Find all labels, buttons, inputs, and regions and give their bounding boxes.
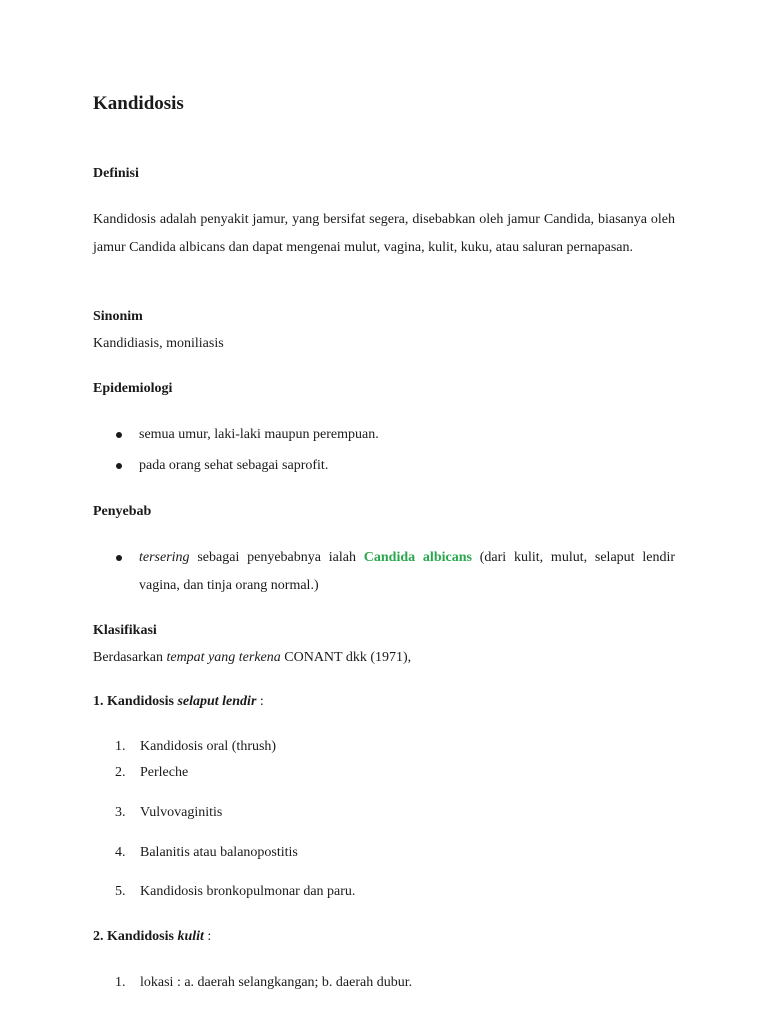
- list-item: Kandidosis oral (thrush): [140, 739, 277, 754]
- list-number: 1.: [115, 739, 126, 754]
- heading-klasifikasi: Klasifikasi: [93, 623, 157, 638]
- section2-heading-italic: kulit: [177, 929, 204, 944]
- sinonim-text: Kandidiasis, moniliasis: [93, 336, 224, 351]
- bullet-dot: [116, 432, 122, 438]
- list-number: 4.: [115, 845, 126, 860]
- section1-heading: [93, 694, 264, 710]
- heading-penyebab: Penyebab: [93, 504, 152, 519]
- section1-heading-bold: 1. Kandidosis: [93, 694, 178, 709]
- heading-sinonim: Sinonim: [93, 309, 143, 324]
- klasifikasi-intro-suffix: CONANT dkk (1971),: [280, 650, 412, 665]
- section2-heading-suffix: :: [203, 929, 212, 944]
- list-number: 5.: [115, 884, 126, 899]
- section1-heading-italic: selaput lendir: [177, 694, 257, 709]
- epidemiologi-bullet-1: semua umur, laki-laki maupun perempuan.: [139, 427, 379, 442]
- heading-definisi: Definisi: [93, 166, 139, 181]
- bullet-dot: [116, 463, 122, 469]
- definisi-paragraph: Kandidosis adalah penyakit jamur, yang bersifat segera, disebabkan oleh jamur Candida, biasanya oleh jamur Candida albicans dan dapat mengenai mulut, vagina, kulit, kuku, atau saluran pernapasan.: [93, 212, 675, 255]
- penyebab-end: (dari kulit, mulut, selaput lendir vagina, dan tinja orang normal.): [139, 550, 675, 593]
- epidemiologi-bullet-2: pada orang sehat sebagai saprofit.: [139, 458, 329, 473]
- section2-heading-bold: 2. Kandidosis: [93, 929, 178, 944]
- klasifikasi-intro: [93, 650, 411, 666]
- penyebab-mid: sebagai penyebabnya ialah: [189, 550, 364, 565]
- page-title: Kandidosis: [93, 93, 184, 114]
- list-number: 1.: [115, 975, 126, 990]
- penyebab-italic: tersering: [139, 550, 190, 565]
- bullet-dot: [116, 555, 122, 561]
- section2-heading: [93, 929, 211, 945]
- list-item: Kandidosis bronkopulmonar dan paru.: [140, 884, 356, 899]
- list-item: Perleche: [140, 765, 189, 780]
- section1-heading-suffix: :: [256, 694, 264, 709]
- penyebab-bullet: [139, 544, 675, 600]
- candida-albicans-highlight: Candida albicans: [363, 550, 472, 565]
- klasifikasi-intro-prefix: Berdasarkan: [93, 650, 167, 665]
- list-item: lokasi : a. daerah selangkangan; b. daerah dubur.: [140, 975, 413, 990]
- list-number: 3.: [115, 805, 126, 820]
- list-item: Balanitis atau balanopostitis: [140, 845, 298, 860]
- heading-epidemiologi: Epidemiologi: [93, 381, 173, 396]
- klasifikasi-intro-italic: tempat yang terkena: [166, 650, 281, 665]
- list-item: Vulvovaginitis: [140, 805, 223, 820]
- list-number: 2.: [115, 765, 126, 780]
